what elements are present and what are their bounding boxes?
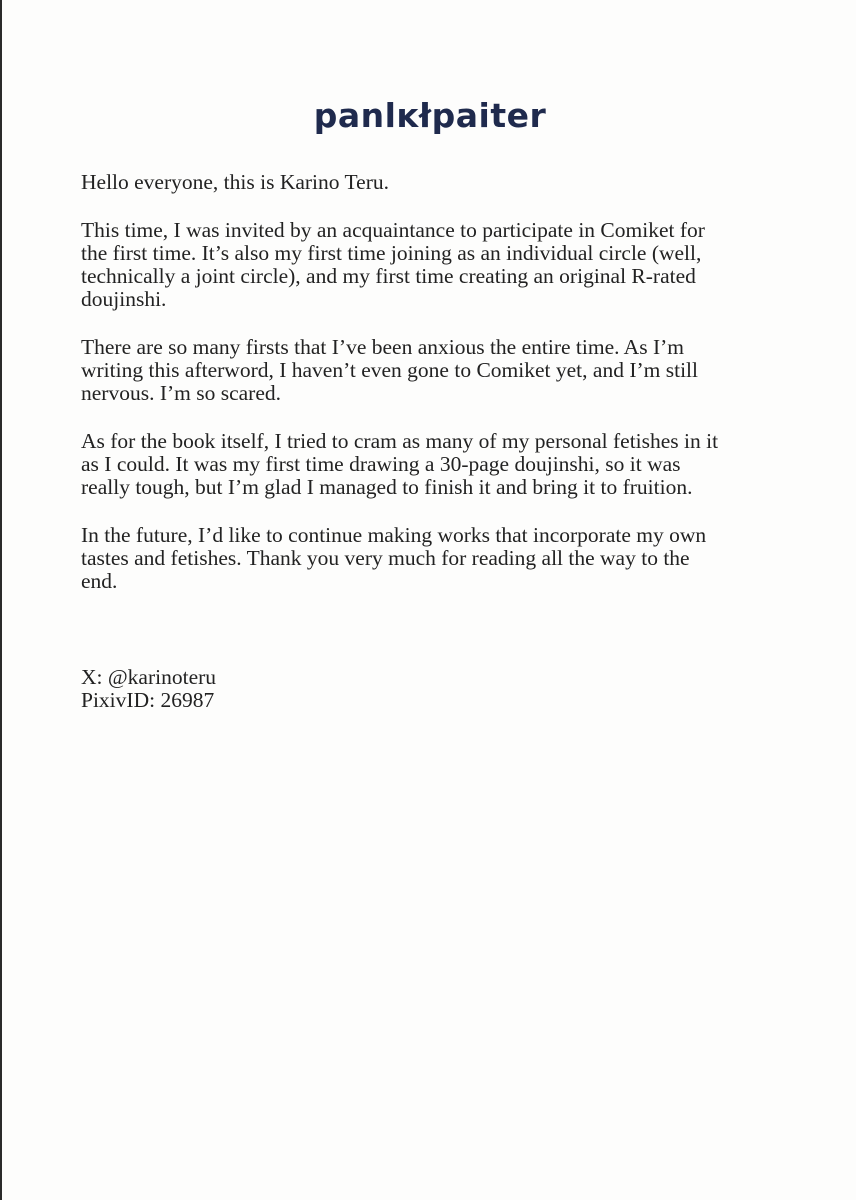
text-line: nervous. I’m so scared. <box>81 381 282 405</box>
text-line: as I could. It was my first time drawing a 30-page doujinshi, so it was <box>81 452 681 476</box>
paragraph-future <box>81 524 781 593</box>
text-line: writing this afterword, I haven’t even gone to Comiket yet, and I’m still <box>81 358 698 382</box>
text-line: end. <box>81 569 118 593</box>
text-line: doujinshi. <box>81 287 167 311</box>
afterword-body <box>81 171 781 618</box>
text-line: really tough, but I’m glad I managed to finish it and bring it to fruition. <box>81 475 693 499</box>
text-line: In the future, I’d like to continue making works that incorporate my own <box>81 523 707 547</box>
text-line: There are so many firsts that I’ve been anxious the entire time. As I’m <box>81 335 684 359</box>
text-line: the first time. It’s also my first time joining as an individual circle (well, <box>81 241 702 265</box>
greeting-line: Hello everyone, this is Karino Teru. <box>81 170 389 194</box>
paragraph-comiket-invite <box>81 219 781 311</box>
text-line: This time, I was invited by an acquaintance to participate in Comiket for <box>81 218 705 242</box>
x-handle: X: @karinoteru <box>81 665 217 689</box>
paragraph-book <box>81 430 781 499</box>
text-line: tastes and fetishes. Thank you very much for reading all the way to the <box>81 546 690 570</box>
contact-info <box>81 666 216 712</box>
paragraph-firsts <box>81 336 781 405</box>
page-title-logo: panlĸłpaiter <box>313 96 547 135</box>
greeting-paragraph <box>81 171 781 194</box>
pixiv-id: PixivID: 26987 <box>81 688 215 712</box>
text-line: technically a joint circle), and my first time creating an original R-rated <box>81 264 696 288</box>
text-line: As for the book itself, I tried to cram as many of my personal fetishes in it <box>81 429 719 453</box>
